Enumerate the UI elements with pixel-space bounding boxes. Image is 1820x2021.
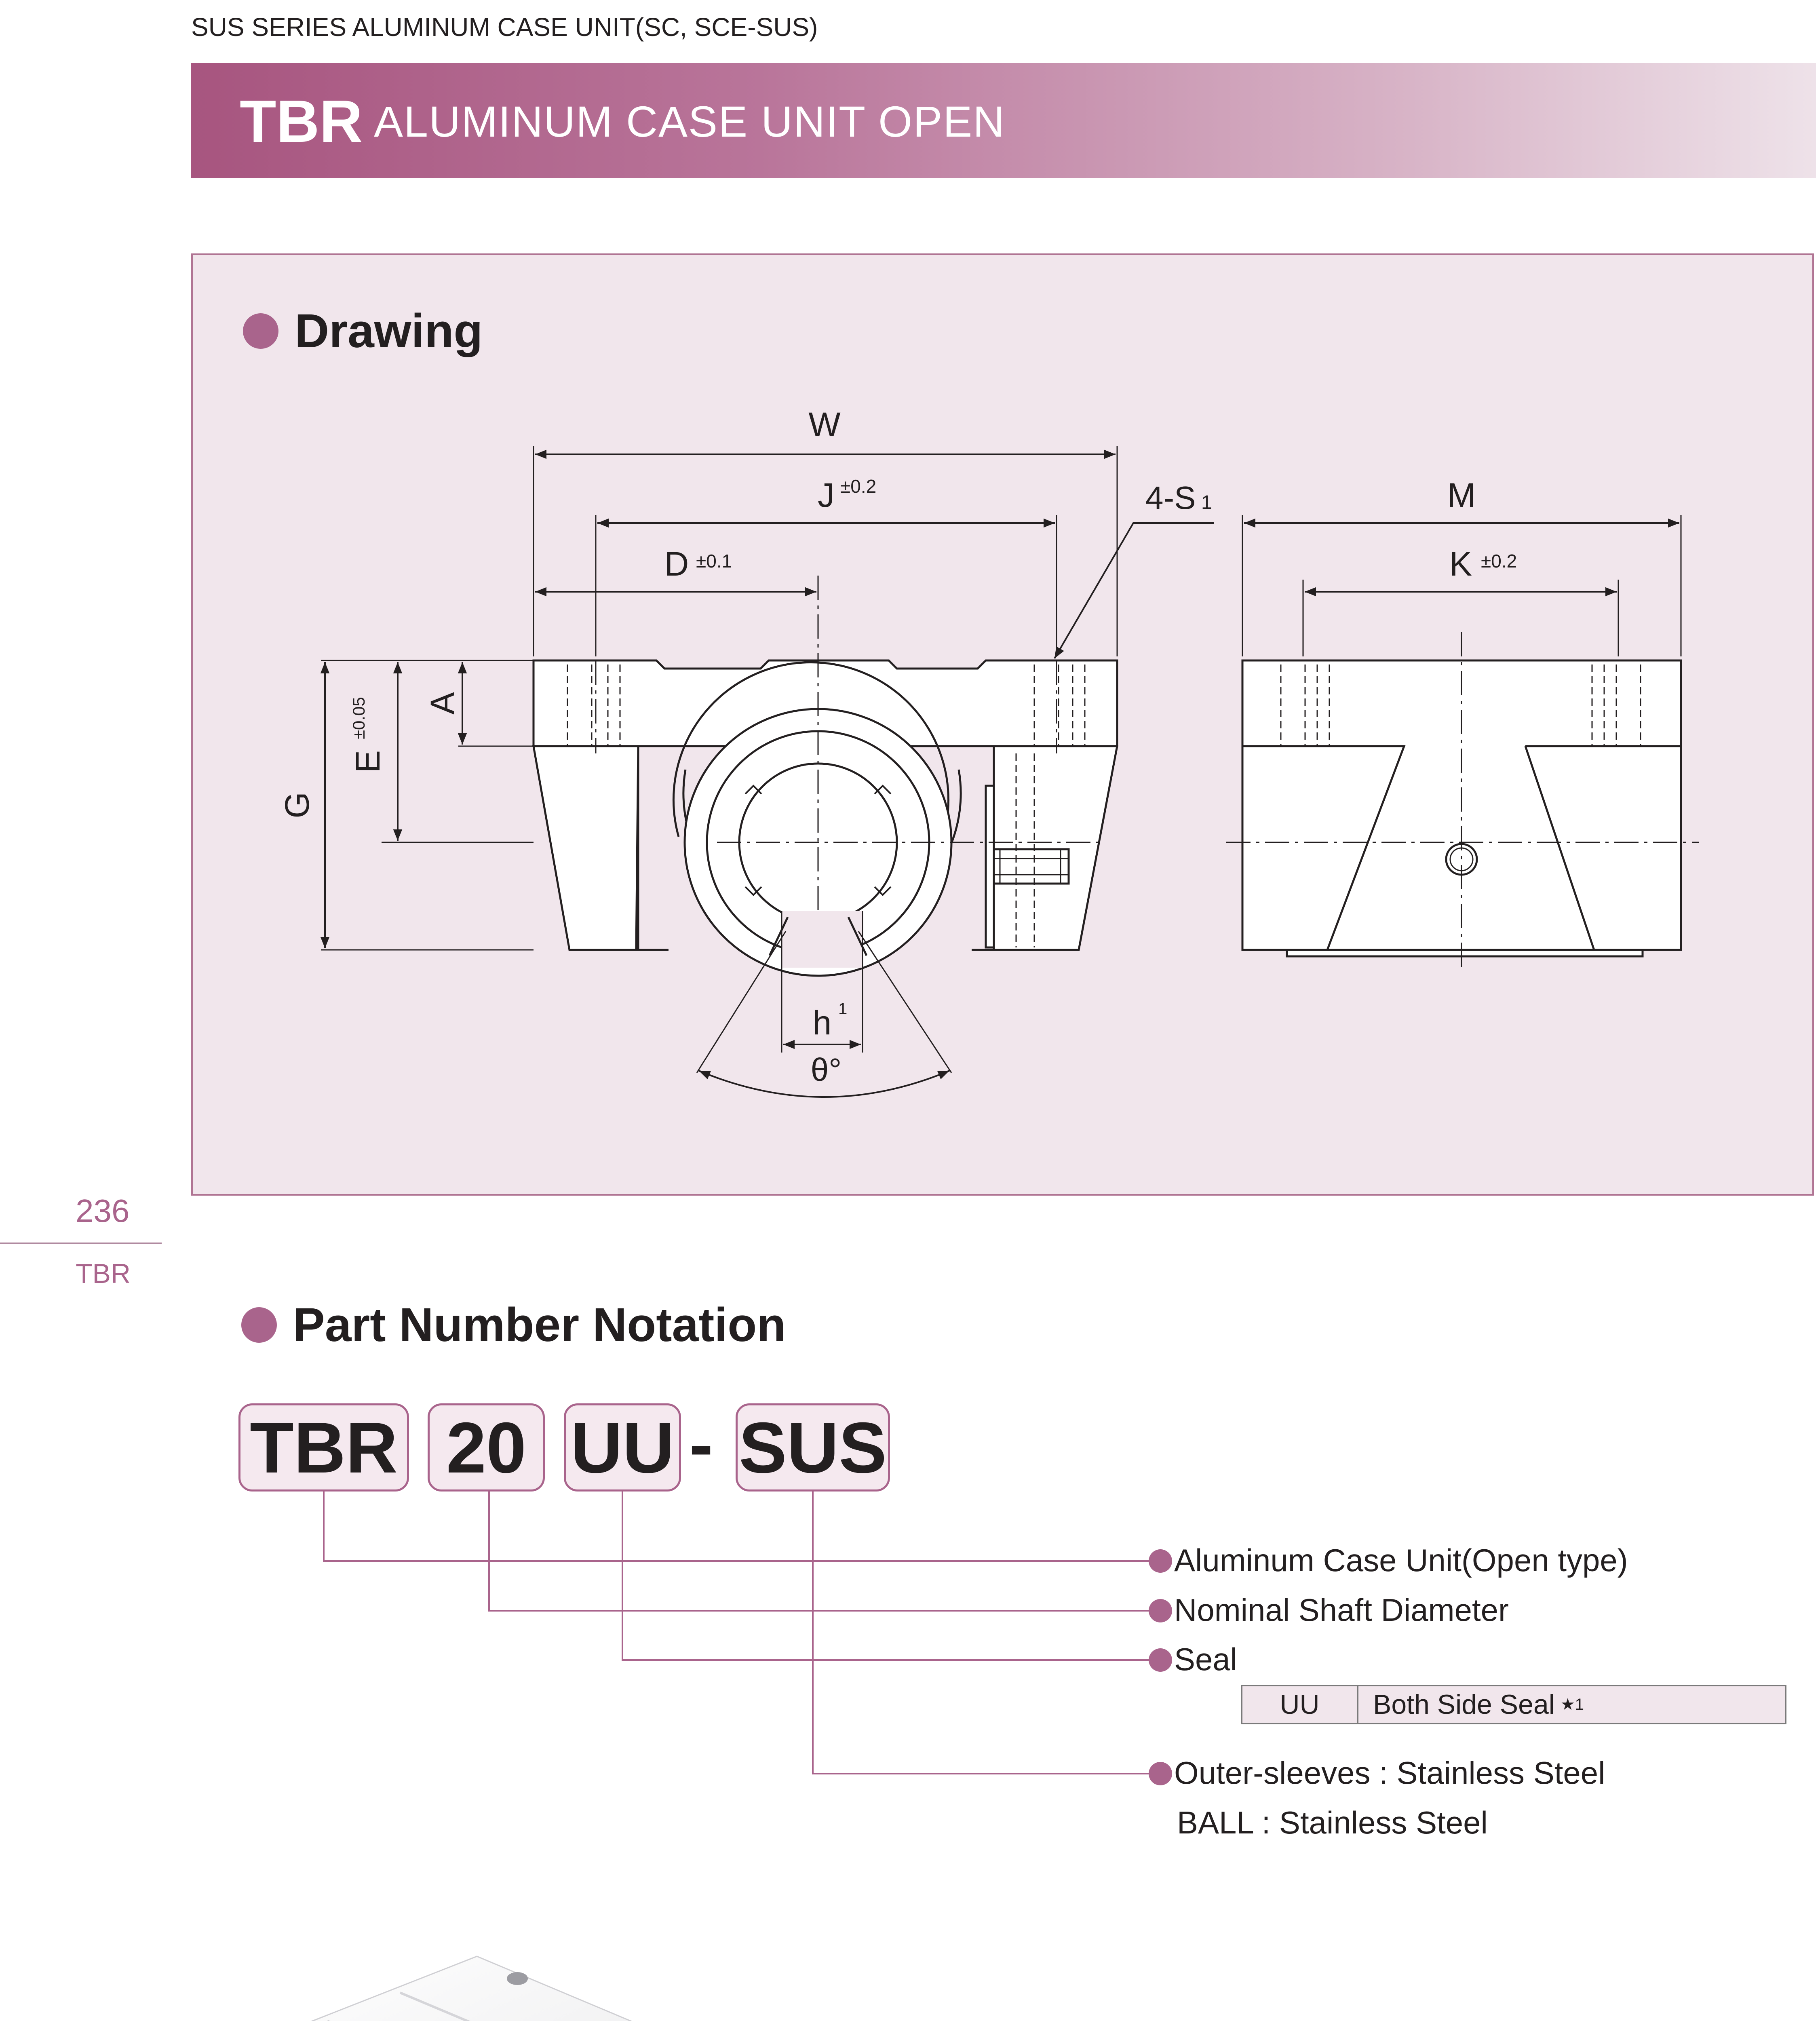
- dim-label-h1: h: [812, 1004, 832, 1042]
- dim-label-a: A: [424, 692, 462, 715]
- product-image: [226, 1932, 913, 2021]
- dim-tol-j: ±0.2: [840, 476, 877, 497]
- bullet-dot-icon: [1149, 1599, 1172, 1622]
- dim-sub-s1: 1: [1201, 492, 1212, 513]
- page-tag: TBR: [76, 1258, 131, 1289]
- code-box-series: TBR: [238, 1403, 409, 1491]
- seal-table-description-cell: [1358, 1686, 1785, 1723]
- dim-label-s1: 4-S: [1145, 480, 1196, 516]
- dim-label-m: M: [1447, 476, 1476, 514]
- dim-tol-e: ±0.05: [349, 697, 368, 739]
- dim-label-j: J: [818, 476, 835, 514]
- desc-shaft-diameter: Nominal Shaft Diameter: [1174, 1592, 1509, 1628]
- seal-table-description: Both Side Seal: [1373, 1689, 1555, 1720]
- dim-label-d: D: [664, 545, 689, 583]
- bullet-dot-icon: [1149, 1549, 1172, 1573]
- dim-label-w: W: [808, 405, 841, 443]
- page-number: 236: [76, 1193, 130, 1229]
- dim-tol-d: ±0.1: [696, 551, 732, 572]
- code-separator: -: [689, 1404, 713, 1484]
- dim-sup-h1: 1: [838, 1000, 848, 1018]
- desc-ball: BALL : Stainless Steel: [1177, 1805, 1488, 1840]
- dim-label-theta: θ°: [810, 1052, 842, 1088]
- title-code: TBR: [240, 88, 363, 155]
- seal-table-code: UU: [1242, 1686, 1358, 1723]
- series-caption: SUS SERIES ALUMINUM CASE UNIT(SC, SCE-SUS): [191, 13, 818, 42]
- dim-label-e: E: [349, 750, 387, 773]
- bullet-dot-icon: [1149, 1648, 1172, 1672]
- seal-table-mark: ★1: [1560, 1696, 1584, 1713]
- dim-label-k: K: [1449, 545, 1472, 583]
- desc-outer-sleeves: Outer-sleeves : Stainless Steel: [1174, 1755, 1605, 1791]
- code-box-seal: UU: [564, 1403, 681, 1491]
- bullet-dot-icon: [1149, 1762, 1172, 1785]
- desc-case-unit: Aluminum Case Unit(Open type): [1174, 1542, 1628, 1578]
- drawing-title: Drawing: [295, 304, 483, 358]
- code-box-material: SUS: [736, 1403, 890, 1491]
- seal-table: [1241, 1685, 1786, 1724]
- title-text: ALUMINUM CASE UNIT OPEN: [374, 97, 1006, 146]
- dim-label-g: G: [278, 792, 316, 819]
- part-number-title: Part Number Notation: [293, 1298, 786, 1352]
- desc-seal: Seal: [1174, 1641, 1238, 1677]
- dim-tol-k: ±0.2: [1481, 551, 1517, 572]
- code-box-size: 20: [428, 1403, 545, 1491]
